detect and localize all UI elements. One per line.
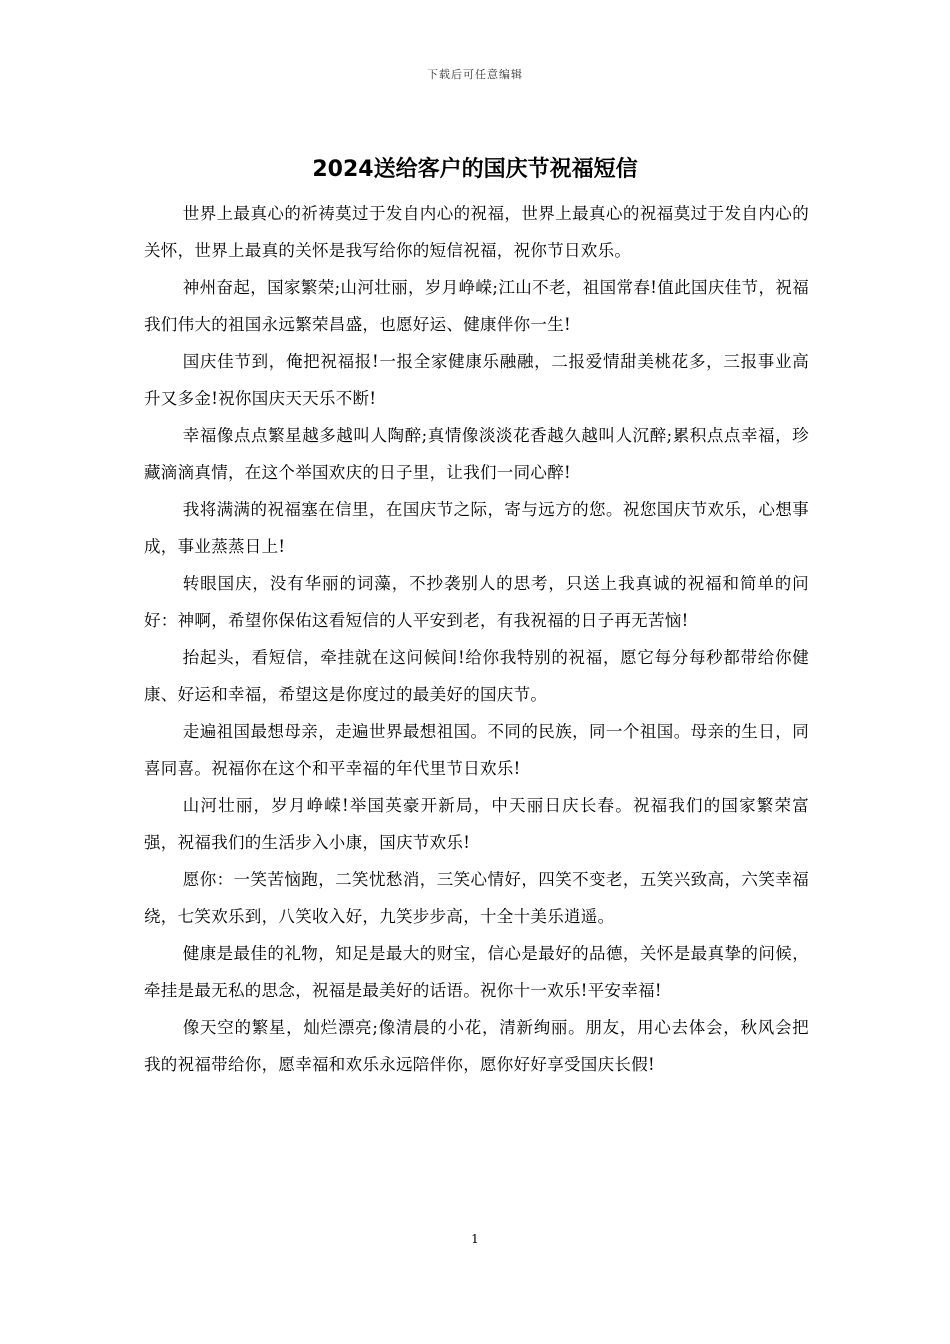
- paragraph: 走遍祖国最想母亲，走遍世界最想祖国。不同的民族，同一个祖国。母亲的生日，同喜同喜。祝福你在这个和平幸福的年代里节日欢乐!: [144, 722, 809, 778]
- paragraph: 抬起头，看短信，牵挂就在这问候间!给你我特别的祝福，愿它每分每秒都带给你健康、好运和幸福，希望这是你度过的最美好的国庆节。: [144, 648, 809, 704]
- paragraph: 幸福像点点繁星越多越叫人陶醉;真情像淡淡花香越久越叫人沉醉;累积点点幸福，珍藏滴滴真情，在这个举国欢庆的日子里，让我们一同心醉!: [144, 426, 809, 482]
- paragraph: 神州奋起，国家繁荣;山河壮丽，岁月峥嵘;江山不老，祖国常春!值此国庆佳节，祝福我们伟大的祖国永远繁荣昌盛，也愿好运、健康伴你一生!: [144, 278, 809, 334]
- page-number: 1: [471, 1232, 479, 1246]
- paragraph: 世界上最真心的祈祷莫过于发自内心的祝福，世界上最真心的祝福莫过于发自内心的关怀，世界上最真的关怀是我写给你的短信祝福，祝你节日欢乐。: [144, 204, 809, 260]
- header-note: 下载后可任意编辑: [427, 68, 523, 81]
- paragraph: 国庆佳节到，俺把祝福报!一报全家健康乐融融，二报爱情甜美桃花多，三报事业高升又多金!祝你国庆天天乐不断!: [144, 352, 809, 408]
- page-title: 2024送给客户的国庆节祝福短信: [312, 157, 638, 182]
- paragraph: 健康是最佳的礼物，知足是最大的财宝，信心是最好的品德，关怀是最真挚的问候，牵挂是最无私的思念，祝福是最美好的话语。祝你十一欢乐!平安幸福!: [144, 944, 809, 1000]
- document-body: [144, 195, 809, 1083]
- paragraph: 像天空的繁星，灿烂漂亮;像清晨的小花，清新绚丽。朋友，用心去体会，秋风会把我的祝福带给你，愿幸福和欢乐永远陪伴你，愿你好好享受国庆长假!: [144, 1018, 809, 1074]
- paragraph: 山河壮丽，岁月峥嵘!举国英豪开新局，中天丽日庆长春。祝福我们的国家繁荣富强，祝福我们的生活步入小康，国庆节欢乐!: [144, 796, 809, 852]
- paragraph: 转眼国庆，没有华丽的词藻，不抄袭别人的思考，只送上我真诚的祝福和简单的问好：神啊，希望你保佑这看短信的人平安到老，有我祝福的日子再无苦恼!: [144, 574, 809, 630]
- paragraph: 愿你：一笑苦恼跑，二笑忧愁消，三笑心情好，四笑不变老，五笑兴致高，六笑幸福绕，七笑欢乐到，八笑收入好，九笑步步高，十全十美乐逍遥。: [144, 870, 809, 926]
- paragraph: 我将满满的祝福塞在信里，在国庆节之际，寄与远方的您。祝您国庆节欢乐，心想事成，事业蒸蒸日上!: [144, 500, 809, 556]
